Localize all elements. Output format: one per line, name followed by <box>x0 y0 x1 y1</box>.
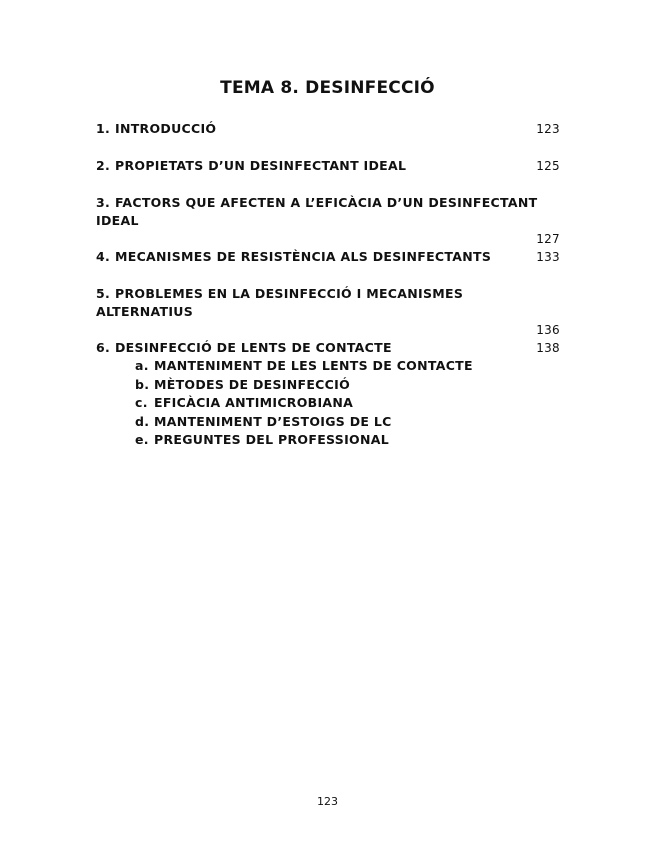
toc-subentry-letter: d. <box>135 413 150 429</box>
toc-subentry-c <box>135 394 560 413</box>
toc-subentry-label: EFICÀCIA ANTIMICROBIANA <box>154 395 354 410</box>
toc-entry-2 <box>96 157 560 175</box>
toc-subentry-a <box>135 357 560 376</box>
toc-subentry-b <box>135 376 560 395</box>
toc-entry-label: FACTORS QUE AFECTEN A L’EFICÀCIA D’UN DESINFECTANT IDEAL <box>96 195 538 228</box>
toc-entry-number: 5. <box>96 286 111 301</box>
toc-entry-1 <box>96 120 560 138</box>
toc-entry-number: 1. <box>96 121 111 136</box>
toc-entry-label: MECANISMES DE RESISTÈNCIA ALS DESINFECTANTS <box>115 249 492 264</box>
toc-entry-6 <box>96 339 560 357</box>
toc-subentry-e <box>135 431 560 450</box>
toc-entry-page: 133 <box>536 250 560 264</box>
toc-subentry-label: MANTENIMENT DE LES LENTS DE CONTACTE <box>154 358 473 373</box>
page-number: 123 <box>317 795 338 808</box>
toc-entry-page: 136 <box>536 323 560 337</box>
table-of-contents <box>96 120 560 450</box>
toc-entry-label: PROPIETATS D’UN DESINFECTANT IDEAL <box>115 158 407 173</box>
toc-entry-number: 4. <box>96 249 111 264</box>
toc-entry-page: 127 <box>536 232 560 246</box>
toc-subentry-label: PREGUNTES DEL PROFESSIONAL <box>154 432 389 447</box>
toc-entry-label: PROBLEMES EN LA DESINFECCIÓ I MECANISMES ALTERNATIUS <box>96 286 464 319</box>
toc-entry-label: DESINFECCIÓ DE LENTS DE CONTACTE <box>115 340 392 355</box>
toc-subentry-letter: e. <box>135 432 149 447</box>
page-title: TEMA 8. DESINFECCIÓ <box>220 78 435 98</box>
toc-entry-number: 6. <box>96 340 111 355</box>
toc-entry-page: 123 <box>536 122 560 136</box>
toc-entry-label: INTRODUCCIÓ <box>115 121 217 136</box>
toc-subentry-letter: b. <box>135 376 150 392</box>
toc-entry-4 <box>96 248 560 266</box>
toc-entry-page: 138 <box>536 341 560 355</box>
toc-subentry-letter: a. <box>135 358 149 373</box>
toc-entry-number: 2. <box>96 158 111 173</box>
toc-entry-3 <box>96 194 560 248</box>
toc-subentry-label: MÈTODES DE DESINFECCIÓ <box>154 376 350 392</box>
toc-subentry-label: MANTENIMENT D’ESTOIGS DE LC <box>154 413 392 429</box>
toc-subentry-letter: c. <box>135 395 148 410</box>
toc-entry-number: 3. <box>96 195 111 210</box>
toc-entry-5 <box>96 285 560 339</box>
toc-subentry-d <box>135 413 560 432</box>
toc-entry-page: 125 <box>536 159 560 173</box>
